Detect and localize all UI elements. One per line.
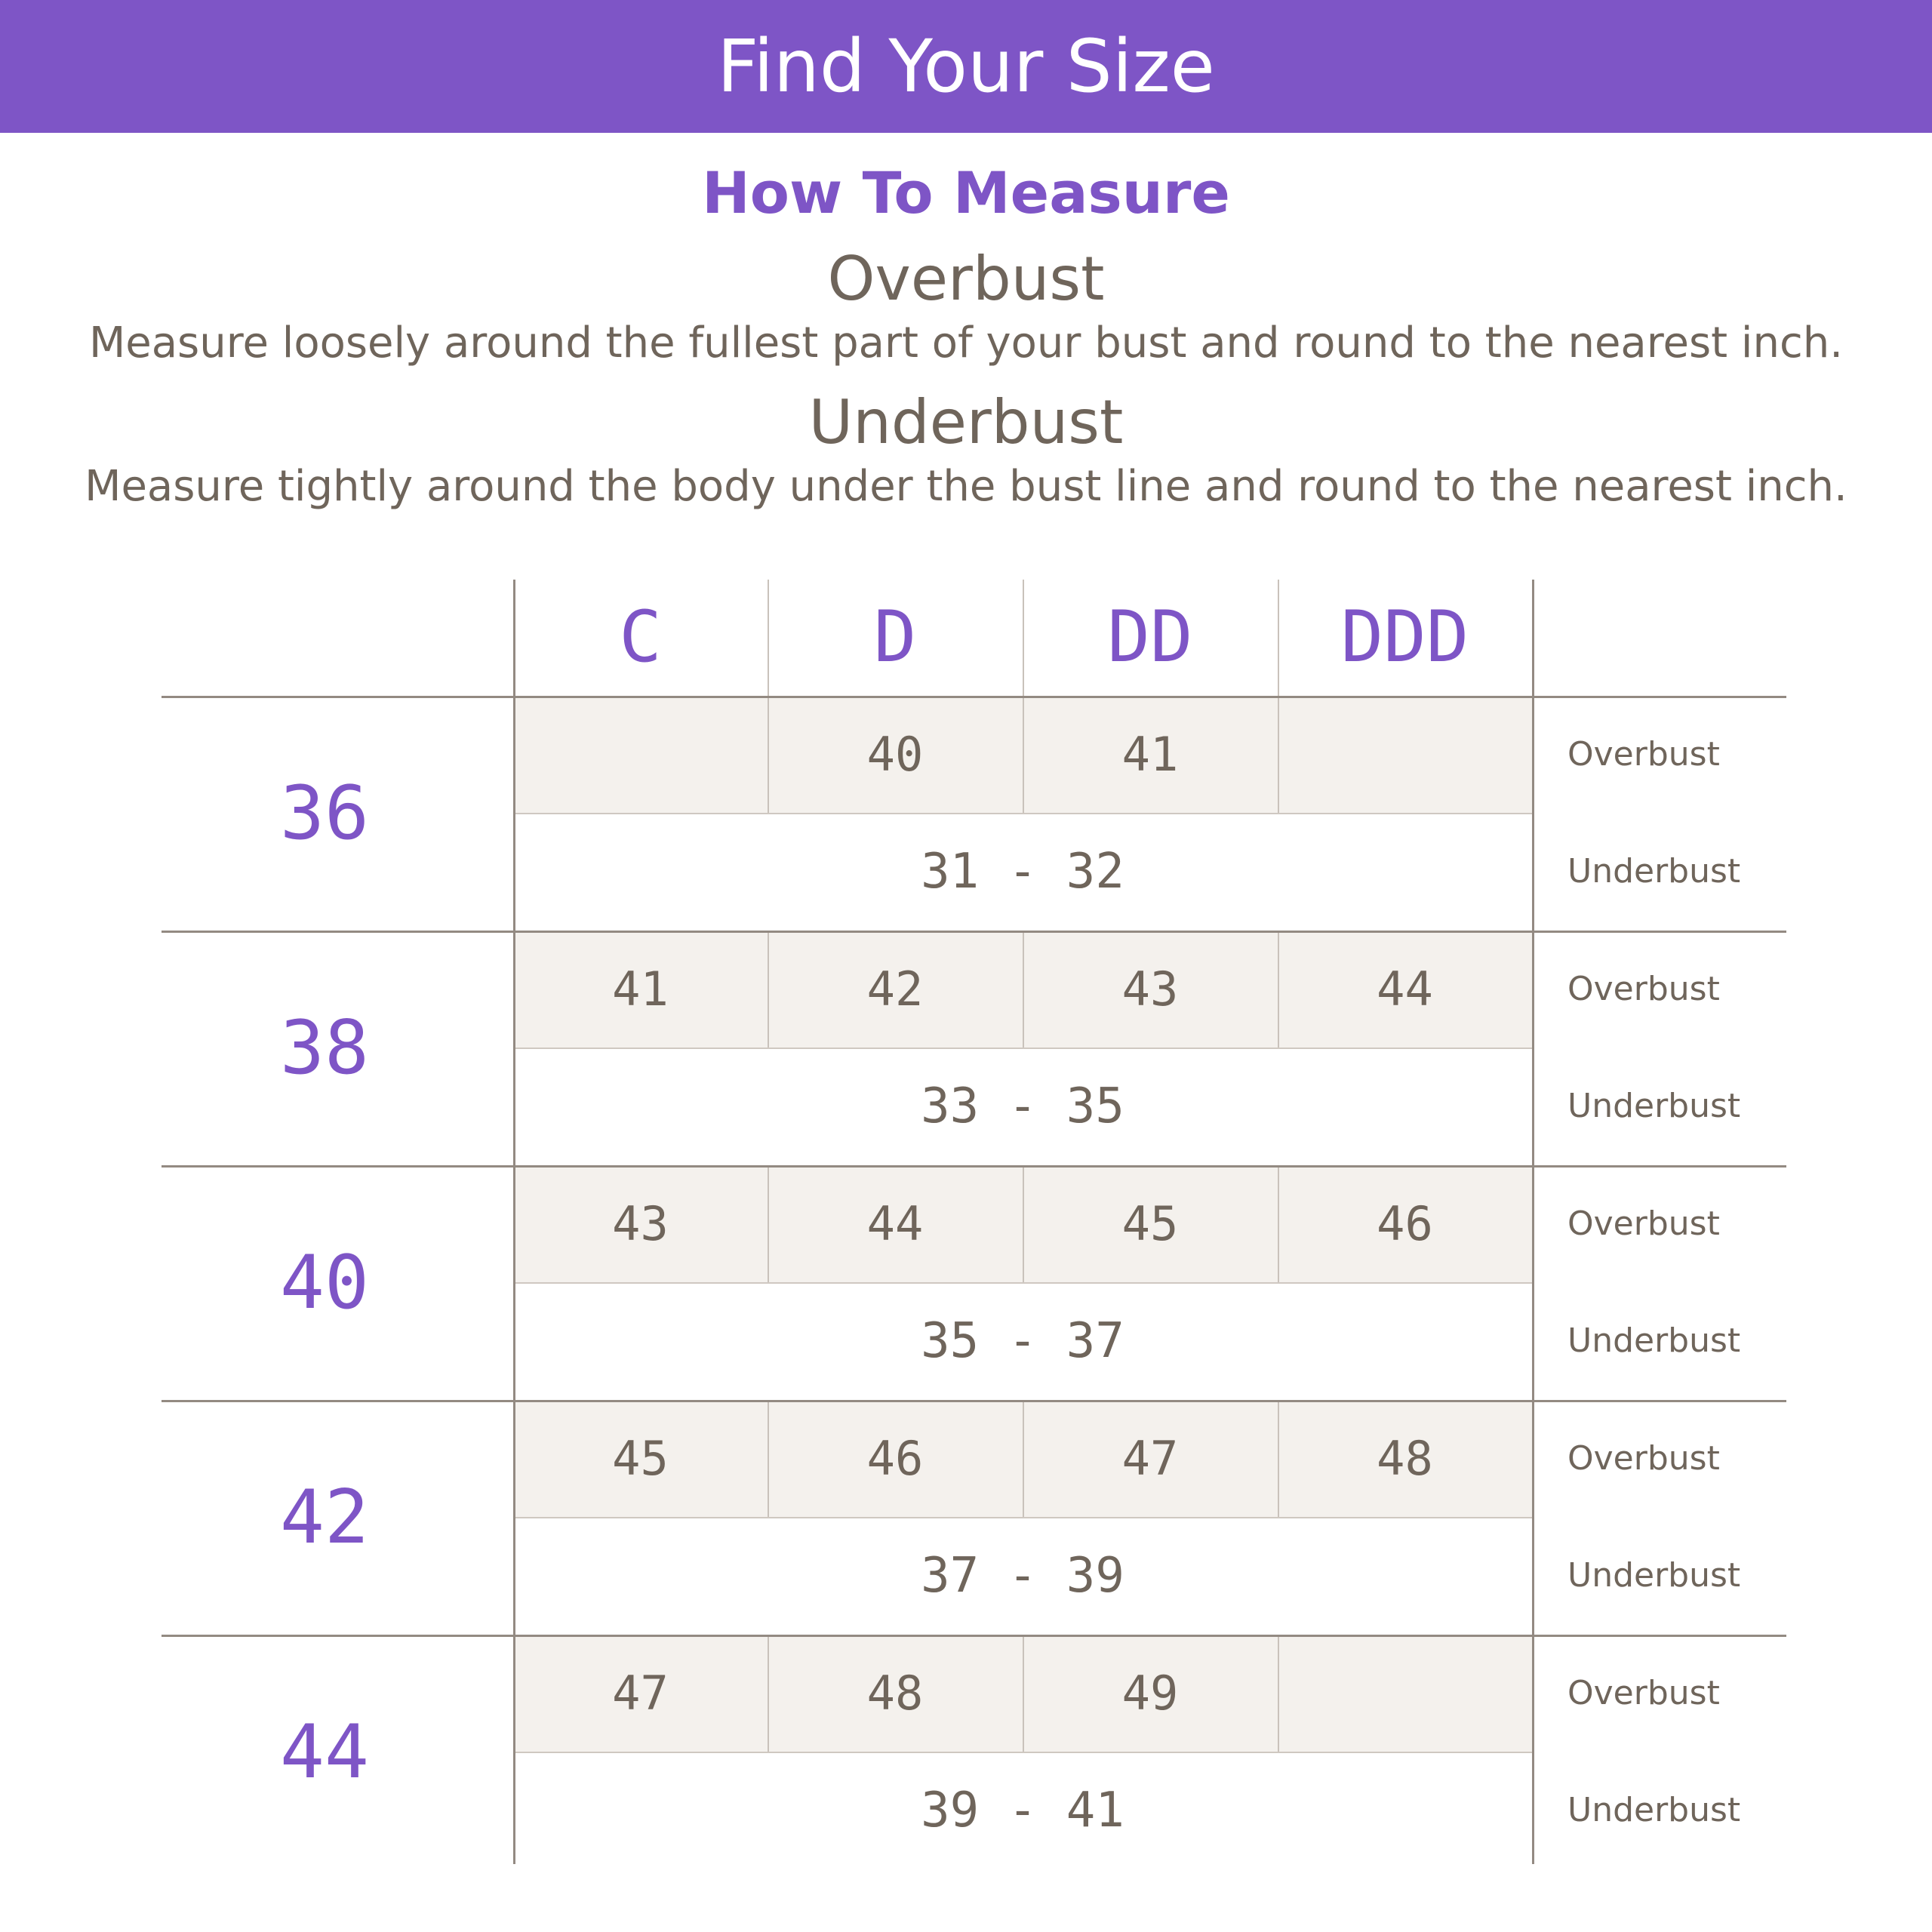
overbust-value-38-dd: 43 — [1121, 961, 1179, 1017]
underbust-label: Underbust — [1567, 1556, 1741, 1595]
cell-divider — [768, 696, 769, 813]
cell-divider — [768, 1635, 769, 1752]
band-divider — [162, 1635, 1786, 1637]
row-divider — [513, 1752, 1532, 1753]
band-divider — [162, 696, 1786, 698]
header-divider — [1278, 580, 1279, 696]
band-size-44: 44 — [279, 1709, 369, 1795]
band-size-42: 42 — [279, 1474, 369, 1561]
overbust-value-40-c: 43 — [612, 1195, 669, 1251]
overbust-value-36-d: 40 — [866, 726, 924, 782]
cell-divider — [768, 1400, 769, 1517]
cup-header-c: C — [619, 596, 662, 678]
overbust-value-42-ddd: 48 — [1377, 1430, 1433, 1486]
row-divider — [513, 1517, 1532, 1518]
overbust-label: Overbust — [1567, 969, 1720, 1008]
overbust-value-40-dd: 45 — [1121, 1195, 1179, 1251]
band-size-40: 40 — [279, 1239, 369, 1326]
underbust-range-38: 33 - 35 — [921, 1078, 1124, 1134]
table-border — [513, 580, 515, 1864]
band-divider — [162, 931, 1786, 933]
row-divider — [513, 1282, 1532, 1284]
underbust-instructions: Measure tightly around the body under the bust line and round to the nearest inch. — [85, 462, 1847, 511]
cell-divider — [1278, 931, 1279, 1048]
overbust-value-44-dd: 49 — [1121, 1665, 1179, 1721]
header-divider — [1023, 580, 1024, 696]
cup-header-dd: DD — [1107, 596, 1193, 678]
overbust-label: Overbust — [1567, 1204, 1720, 1243]
underbust-range-44: 39 - 41 — [921, 1783, 1124, 1838]
cell-divider — [768, 1165, 769, 1282]
overbust-value-36-c — [513, 696, 768, 813]
underbust-heading: Underbust — [808, 387, 1124, 457]
row-divider — [513, 813, 1532, 814]
overbust-value-36-dd: 41 — [1121, 726, 1179, 782]
overbust-value-42-dd: 47 — [1121, 1430, 1179, 1486]
cell-divider — [1278, 1165, 1279, 1282]
overbust-label: Overbust — [1567, 1438, 1720, 1478]
underbust-label: Underbust — [1567, 1087, 1741, 1125]
row-divider — [513, 1048, 1532, 1049]
overbust-value-44-ddd — [1278, 1635, 1532, 1752]
overbust-value-44-c: 47 — [612, 1665, 669, 1721]
overbust-heading: Overbust — [827, 244, 1105, 314]
overbust-value-44-d: 48 — [866, 1665, 924, 1721]
overbust-value-40-ddd: 46 — [1377, 1195, 1433, 1251]
overbust-value-42-d: 46 — [866, 1430, 924, 1486]
how-to-measure-title: How To Measure — [702, 159, 1230, 226]
underbust-label: Underbust — [1567, 1791, 1741, 1829]
cell-divider — [1023, 931, 1024, 1048]
cell-divider — [1023, 1400, 1024, 1517]
cell-divider — [1278, 1400, 1279, 1517]
cup-header-d: D — [873, 596, 917, 678]
cell-divider — [768, 931, 769, 1048]
overbust-label: Overbust — [1567, 734, 1720, 774]
cell-divider — [1023, 1635, 1024, 1752]
overbust-value-38-ddd: 44 — [1377, 961, 1433, 1017]
band-divider — [162, 1165, 1786, 1168]
underbust-label: Underbust — [1567, 1321, 1741, 1360]
overbust-value-38-c: 41 — [612, 961, 669, 1017]
overbust-label: Overbust — [1567, 1673, 1720, 1712]
cell-divider — [1278, 1635, 1279, 1752]
overbust-value-38-d: 42 — [866, 961, 924, 1017]
cell-divider — [1278, 696, 1279, 813]
overbust-value-42-c: 45 — [612, 1430, 669, 1486]
underbust-range-36: 31 - 32 — [921, 844, 1124, 900]
table-border — [1532, 580, 1534, 1864]
cell-divider — [1023, 1165, 1024, 1282]
page-title: Find Your Size — [717, 24, 1215, 109]
underbust-label: Underbust — [1567, 852, 1741, 891]
band-size-38: 38 — [279, 1004, 369, 1091]
band-divider — [162, 1400, 1786, 1402]
band-size-36: 36 — [279, 770, 369, 857]
underbust-range-40: 35 - 37 — [921, 1313, 1124, 1369]
cell-divider — [1023, 696, 1024, 813]
overbust-value-40-d: 44 — [866, 1195, 924, 1251]
overbust-instructions: Measure loosely around the fullest part of your bust and round to the nearest inch. — [88, 318, 1844, 368]
header-divider — [768, 580, 769, 696]
cup-header-ddd: DDD — [1340, 596, 1469, 678]
underbust-range-42: 37 - 39 — [921, 1548, 1124, 1604]
overbust-value-36-ddd — [1278, 696, 1532, 813]
